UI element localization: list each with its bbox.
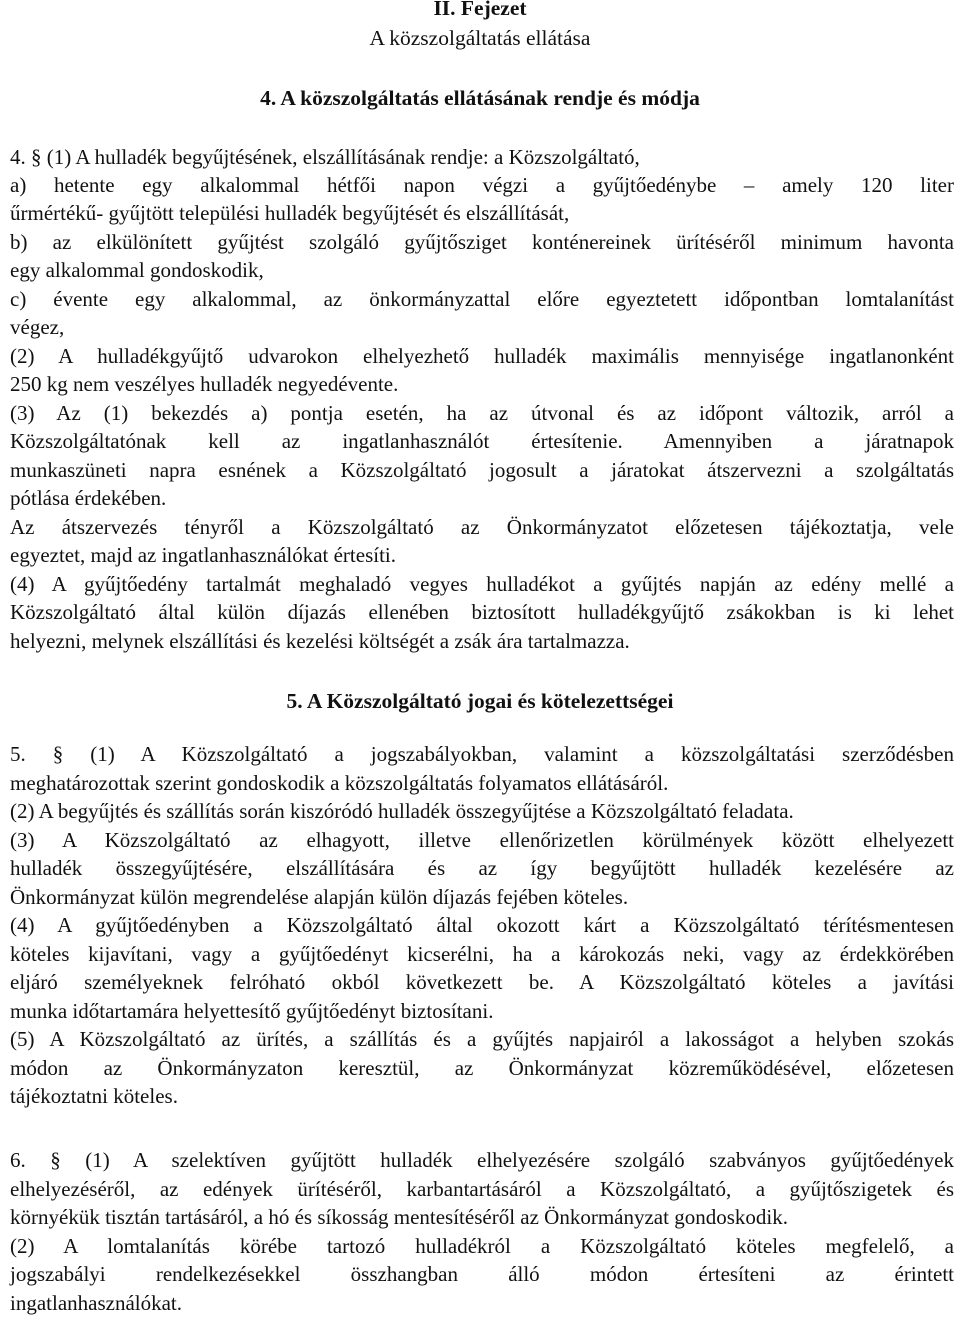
text-line: űrmértékű- gyűjtött települési hulladék begyűjtését és elszállítását, (10, 201, 570, 225)
chapter-number: II. Fejezet (433, 0, 527, 20)
text-line: tájékoztatni köteles. (10, 1084, 178, 1108)
text-line: b) az elkülönített gyűjtést szolgáló gyűjtősziget konténereinek ürítéséről minimum havonta (10, 230, 954, 254)
text-line: (2) A hulladékgyűjtő udvarokon elhelyezhető hulladék maximális mennyisége ingatlanonként (10, 344, 954, 368)
text-line: (3) A Közszolgáltató az elhagyott, illetve ellenőrizetlen körülmények között elhelyezett (10, 828, 954, 852)
text-line: 6. § (1) A szelektíven gyűjtött hulladék elhelyezésére szolgáló szabványos gyűjtőedények (10, 1148, 954, 1172)
text-line: (4) A gyűjtőedény tartalmát meghaladó vegyes hulladékot a gyűjtés napján az edény mellé a (10, 572, 954, 596)
text-line: eljáró személyeknek felróható okból következett be. A Közszolgáltató köteles a javítási (10, 970, 954, 994)
text-line: (2) A lomtalanítás körébe tartozó hulladékról a Közszolgáltató köteles megfelelő, a (10, 1234, 954, 1258)
text-line: munka időtartamára helyettesítő gyűjtőedényt biztosítani. (10, 999, 494, 1023)
text-line: pótlása érdekében. (10, 486, 167, 510)
text-line: (4) A gyűjtőedényben a Közszolgáltató által okozott kárt a Közszolgáltató térítésmentesen (10, 913, 954, 937)
section-heading: 5. A Közszolgáltató jogai és kötelezettségei (286, 689, 674, 713)
text-line: (2) A begyűjtés és szállítás során kiszóródó hulladék összegyűjtése a Közszolgáltató feladata. (10, 799, 794, 823)
text-line: egyeztet, majd az ingatlanhasználókat értesíti. (10, 543, 396, 567)
text-line: egy alkalommal gondoskodik, (10, 258, 264, 282)
text-line: Közszolgáltatónak kell az ingatlanhasználót értesítenie. Amennyiben a járatnapok (10, 429, 954, 453)
text-line: c) évente egy alkalommal, az önkormányzattal előre egyeztetett időpontban lomtalanítást (10, 287, 954, 311)
text-line: Önkormányzat külön megrendelése alapján külön díjazás fejében köteles. (10, 885, 629, 909)
text-line: módon az Önkormányzaton keresztül, az Önkormányzat közreműködésével, előzetesen (10, 1056, 954, 1080)
text-line: (5) A Közszolgáltató az ürítés, a szállítás és a gyűjtés napjairól a lakosságot a helyben szokás (10, 1027, 954, 1051)
text-line: 5. § (1) A Közszolgáltató a jogszabályokban, valamint a közszolgáltatási szerződésben (10, 742, 954, 766)
text-line: meghatározottak szerint gondoskodik a közszolgáltatás folyamatos ellátásáról. (10, 771, 669, 795)
chapter-title: A közszolgáltatás ellátása (369, 26, 591, 50)
text-line: köteles kijavítani, vagy a gyűjtőedényt kicserélni, ha a károkozás neki, vagy az érdekkörében (10, 942, 954, 966)
text-line: 250 kg nem veszélyes hulladék negyedévente. (10, 372, 399, 396)
section-heading: 4. A közszolgáltatás ellátásának rendje és módja (260, 86, 700, 110)
text-line: Közszolgáltató által külön díjazás ellenében biztosított hulladékgyűjtő zsákokban is ki lehet (10, 600, 954, 624)
text-line: környékük tisztán tartásáról, a hó és síkosság mentesítéséről az Önkormányzat gondoskodik. (10, 1205, 788, 1229)
text-line: ingatlanhasználókat. (10, 1291, 183, 1315)
text-line: Az átszervezés tényről a Közszolgáltató az Önkormányzatot előzetesen tájékoztatja, vele (10, 515, 954, 539)
text-line: (3) Az (1) bekezdés a) pontja esetén, ha az útvonal és az időpont változik, arról a (10, 401, 954, 425)
text-line: jogszabályi rendelkezésekkel összhangban álló módon értesíteni az érintett (10, 1262, 954, 1286)
text-line: a) hetente egy alkalommal hétfői napon végzi a gyűjtőedénybe – amely 120 liter (10, 173, 954, 197)
text-line: 4. § (1) A hulladék begyűjtésének, elszállításának rendje: a Közszolgáltató, (10, 145, 640, 169)
text-line: hulladék összegyűjtésére, elszállítására és az így begyűjtött hulladék kezelésére az (10, 856, 954, 880)
text-line: elhelyezéséről, az edények ürítéséről, karbantartásáról a Közszolgáltató, a gyűjtőszigetek és (10, 1177, 954, 1201)
text-line: helyezni, melynek elszállítási és kezelési költségét a zsák ára tartalmazza. (10, 629, 630, 653)
text-line: munkaszüneti napra esnének a Közszolgáltató jogosult a járatokat átszervezni a szolgáltatás (10, 458, 954, 482)
text-line: végez, (10, 315, 65, 339)
